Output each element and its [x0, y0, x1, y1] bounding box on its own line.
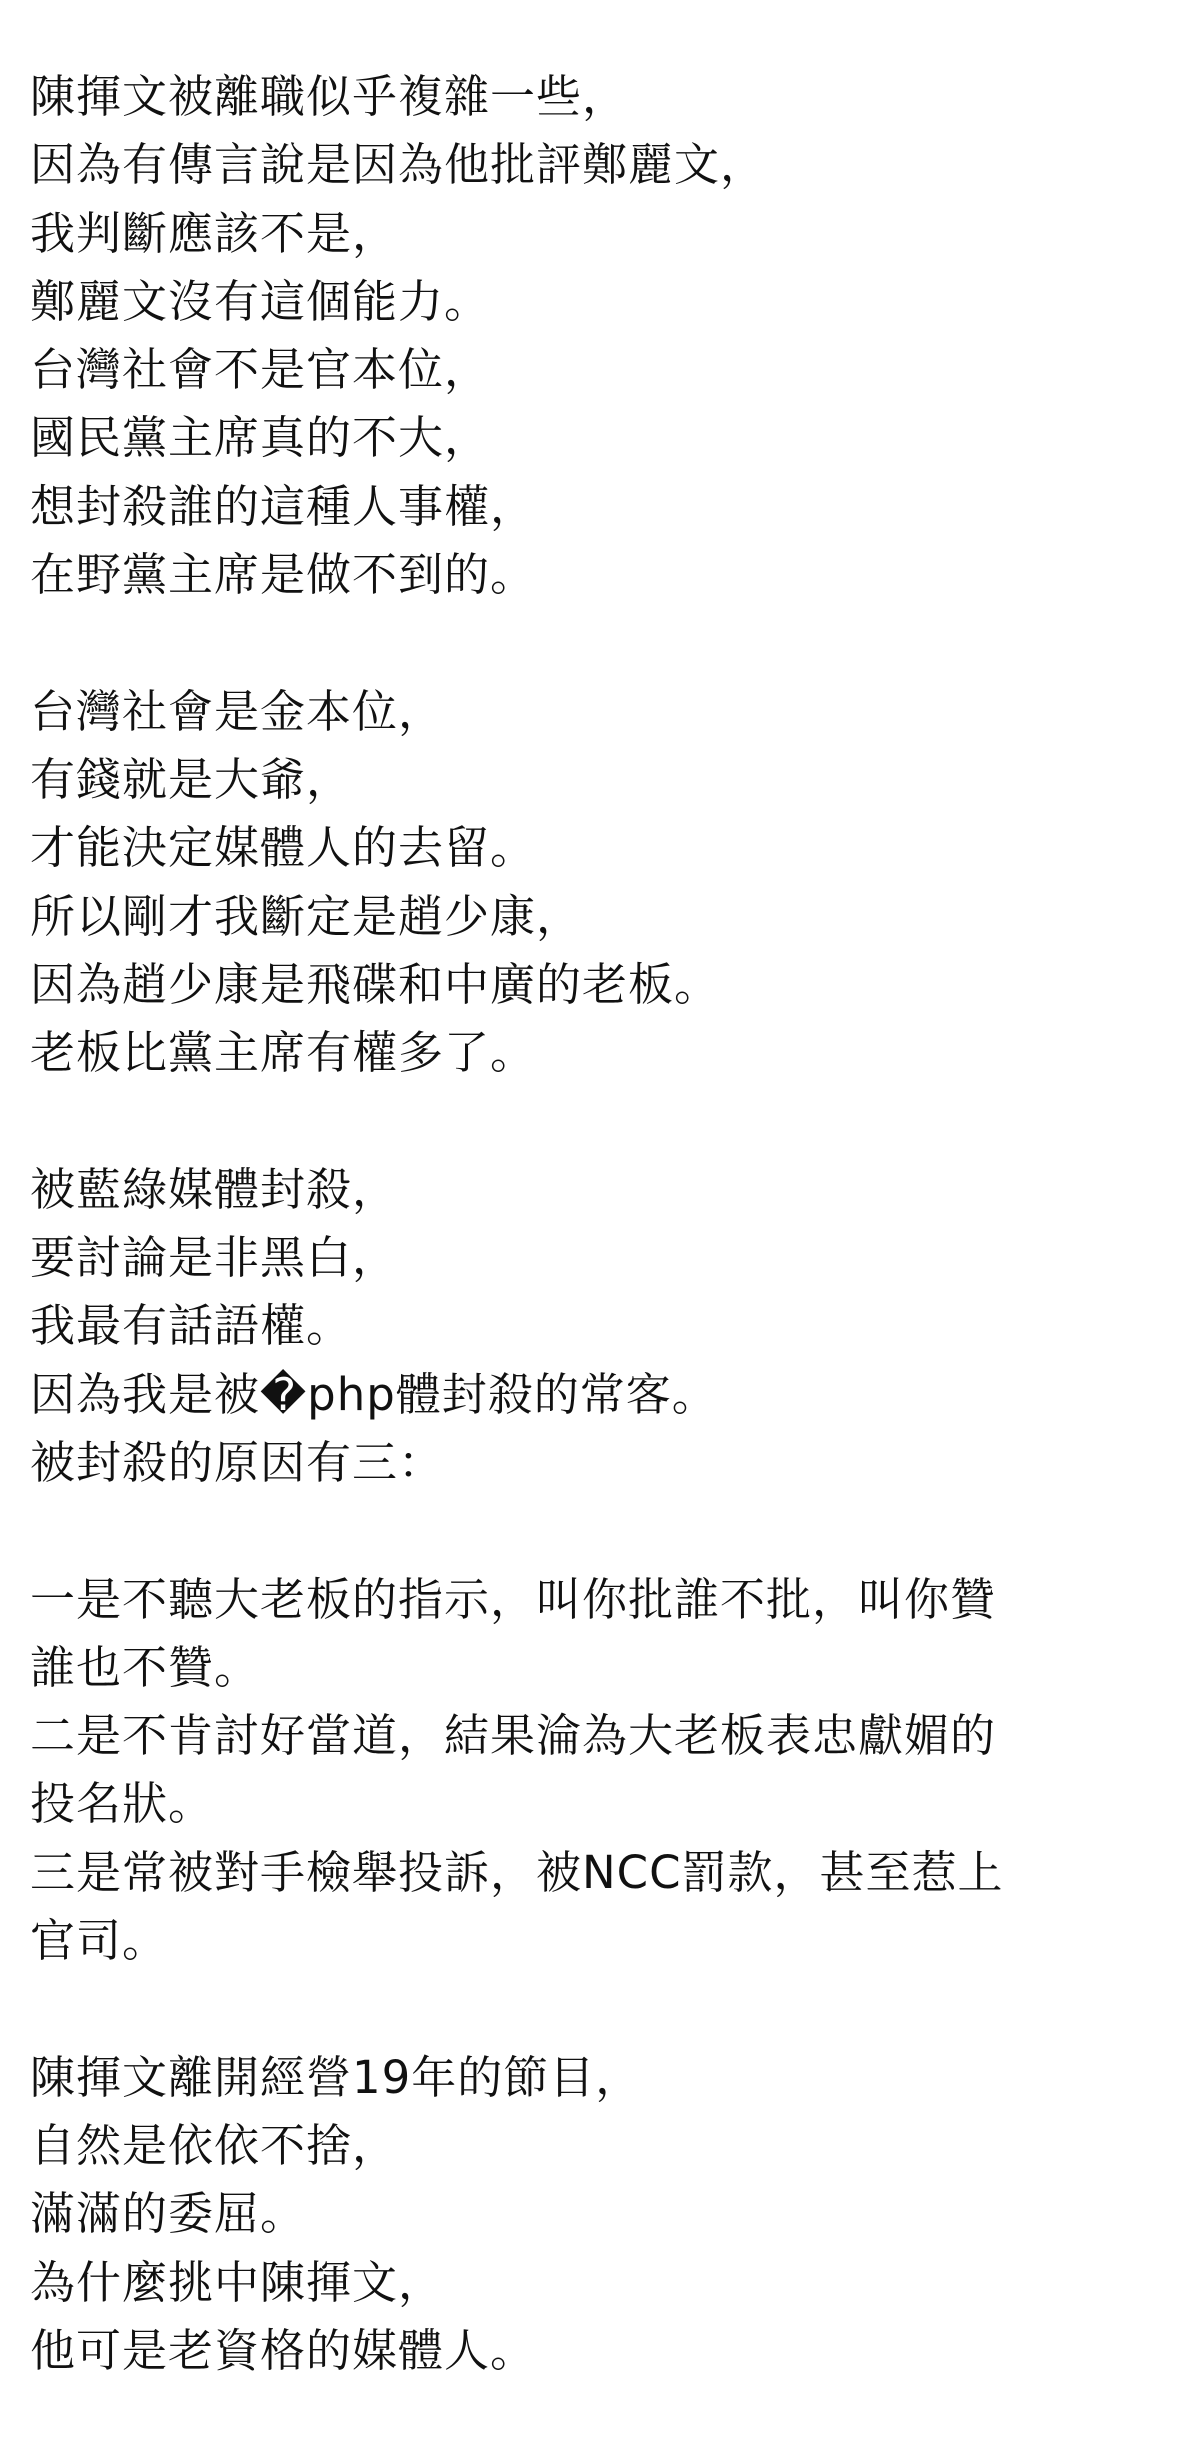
text-line: 自然是依依不捨， [30, 2118, 399, 2172]
paragraph-gap [30, 1975, 1170, 2043]
paragraph-4 [30, 1566, 1170, 1976]
text-line: 老板比黨主席有權多了。 [30, 1026, 537, 1080]
text-line: 因為有傳言說是因為他批評鄭麗文， [30, 138, 767, 192]
text-line: 有錢就是大爺， [30, 752, 353, 806]
text-line: 我最有話語權。 [30, 1299, 353, 1353]
text-line: 為什麼挑中陳揮文， [30, 2255, 445, 2309]
text-line: 台灣社會是金本位， [30, 684, 445, 738]
text-line: 被封殺的原因有三： [30, 1435, 445, 1489]
text-line: 才能決定媒體人的去留。 [30, 821, 537, 875]
text-line: 他可是老資格的媒體人。 [30, 2323, 537, 2377]
text-line: 我判斷應該不是， [30, 206, 399, 260]
text-line: 滿滿的委屈。 [30, 2187, 307, 2241]
text-line: 想封殺誰的這種人事權， [30, 479, 537, 533]
text-line: 因為趙少康是飛碟和中廣的老板。 [30, 957, 721, 1011]
text-line: 誰也不贊。 [30, 1640, 261, 1694]
paragraph-gap [30, 609, 1170, 677]
text-line: 官司。 [30, 1914, 169, 1968]
paragraph-2 [30, 678, 1170, 1088]
text-line: 鄭麗文沒有這個能力。 [30, 274, 491, 328]
paragraph-5 [30, 2044, 1170, 2385]
text-line: 在野黨主席是做不到的。 [30, 548, 537, 602]
text-line: 陳揮文離開經營19年的節目， [30, 2050, 642, 2104]
text-line: 要討論是非黑白， [30, 1231, 399, 1285]
text-line: 三是常被對手檢舉投訴，被NCC罰款，甚至惹上 [30, 1845, 1004, 1899]
text-line: 所以剛才我斷定是趙少康， [30, 889, 583, 943]
text-line: 二是不肯討好當道，結果淪為大老板表忠獻媚的 [30, 1709, 997, 1763]
text-line: 投名狀。 [30, 1777, 215, 1831]
text-line: 台灣社會不是官本位， [30, 343, 491, 397]
paragraph-1 [30, 63, 1170, 609]
text-line: 一是不聽大老板的指示，叫你批誰不批，叫你贊 [30, 1572, 997, 1626]
text-line: 因為我是被�php體封殺的常客。 [30, 1367, 718, 1421]
paragraph-gap [30, 1087, 1170, 1155]
text-line: 國民黨主席真的不大， [30, 411, 491, 465]
text-line: 被藍綠媒體封殺， [30, 1162, 399, 1216]
paragraph-gap [30, 1497, 1170, 1565]
text-line: 陳揮文被離職似乎複雜一些， [30, 70, 629, 123]
post-body [30, 63, 1170, 2385]
paragraph-3 [30, 1156, 1170, 1497]
